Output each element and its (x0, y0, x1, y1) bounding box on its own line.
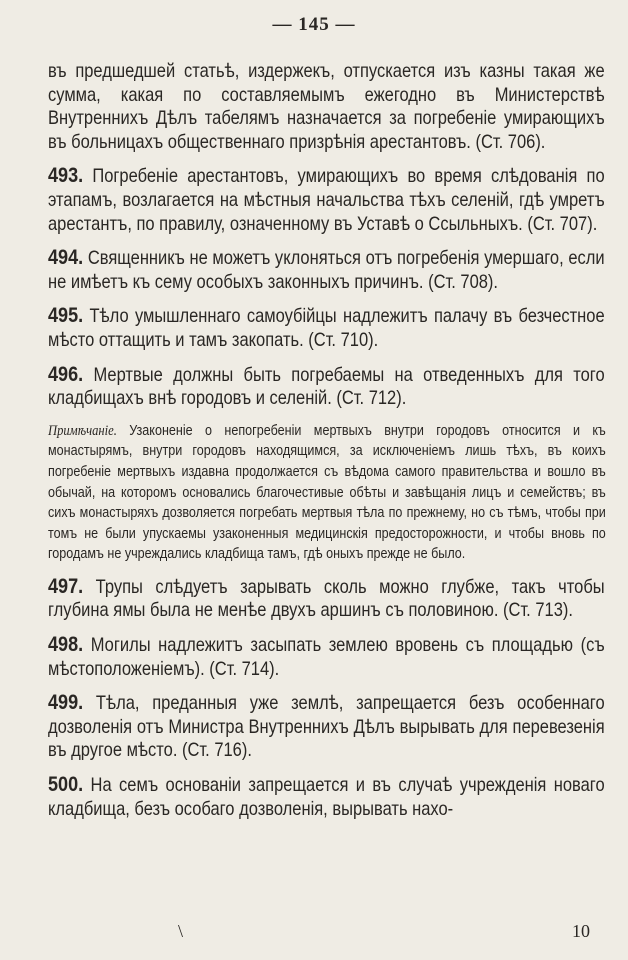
article-number: 500. (48, 773, 84, 797)
article-number: 496. (48, 362, 84, 386)
article-text: Погребеніе арестантовъ, умирающихъ во время слѣдованія по этапамъ, возлагается на мѣстныя начальства тѣхъ селеній, гдѣ умретъ арестантъ, по правилу, означенному въ Уставѣ о Ссыльныхъ. (Ст. 707). (48, 166, 605, 235)
article-text: Тѣло умышленнаго самоубійцы надлежитъ палачу въ безчестное мѣсто оттащить и тамъ закопать. (Ст. 710). (48, 306, 605, 351)
article-text: Мертвые должны быть погребаемы на отведенныхъ для того кладбищахъ внѣ городовъ и селеній. (Ст. 712). (48, 364, 605, 410)
footnote-note (48, 421, 606, 565)
article-500 (48, 773, 605, 821)
signature-number: 10 (572, 921, 590, 941)
article-number: 495. (48, 304, 84, 328)
article-497 (48, 575, 605, 623)
article-text: Трупы слѣдуетъ зарывать сколь можно глубже, такъ чтобы глубина ямы была не менѣе двухъ аршинъ съ половиною. (Ст. 713). (48, 576, 605, 622)
article-499 (48, 691, 605, 763)
article-text: На семъ основаніи запрещается и въ случаѣ учрежденія новаго кладбища, безъ особаго дозволенія, вырывать нахо- (48, 775, 605, 820)
footer-mark: \ (178, 921, 184, 941)
note-text: Узаконеніе о непогребеніи мертвыхъ внутри городовъ относится и къ монастырямъ, внутри городовъ находящимся, за исключеніемъ лишь тѣхъ, въ коихъ погребеніе мертвыхъ издавна продолжается съ вѣдома самого правительства и вошло въ обычай, на которомъ основались благочестивые обѣты и завѣщанія лицъ и семействъ; въ сихъ монастыряхъ дозволяется погребать мертвыя тѣла по прежнему, но съ тѣмъ, чтобы при томъ не были упускаемы узаконенныя медицинскія предосторожности, и чтобы вновь по городамъ не учреждались кладбища тамъ, гдѣ оныхъ прежде не было. (48, 422, 606, 563)
article-number: 493. (48, 164, 84, 188)
article-number: 494. (48, 246, 84, 270)
article-number: 499. (48, 691, 84, 715)
article-text: Священникъ не можетъ уклоняться отъ погребенія умершаго, если не имѣетъ къ сему особыхъ законныхъ причинъ. (Ст. 708). (48, 248, 605, 293)
article-text: Могилы надлежитъ засыпать землею вровень съ площадью (съ мѣстоположеніемъ). (Ст. 714). (48, 635, 605, 680)
article-continuation (48, 60, 605, 154)
article-498 (48, 633, 605, 681)
article-text: Тѣла, преданныя уже землѣ, запрещается безъ особеннаго дозволенія отъ Министра Внутреннихъ Дѣлъ вырывать для перевезенія въ другое мѣсто. (Ст. 716). (48, 693, 605, 762)
page-body (48, 60, 606, 831)
article-496 (48, 363, 605, 411)
article-493 (48, 164, 605, 236)
article-number: 498. (48, 633, 84, 657)
article-494 (48, 246, 605, 294)
article-number: 497. (48, 574, 84, 598)
article-text: въ предшедшей статьѣ, издержекъ, отпускается изъ казны такая же сумма, какая по составляемымъ ежегодно въ Министерствѣ Внутреннихъ Дѣлъ табелямъ назначается за погребеніе умирающихъ въ больницахъ общественнаго призрѣнія арестантовъ. (Ст. 706). (48, 61, 605, 153)
note-label: Примѣчаніе. (48, 422, 117, 439)
article-495 (48, 304, 605, 352)
page-number: — 145 — (272, 14, 356, 35)
